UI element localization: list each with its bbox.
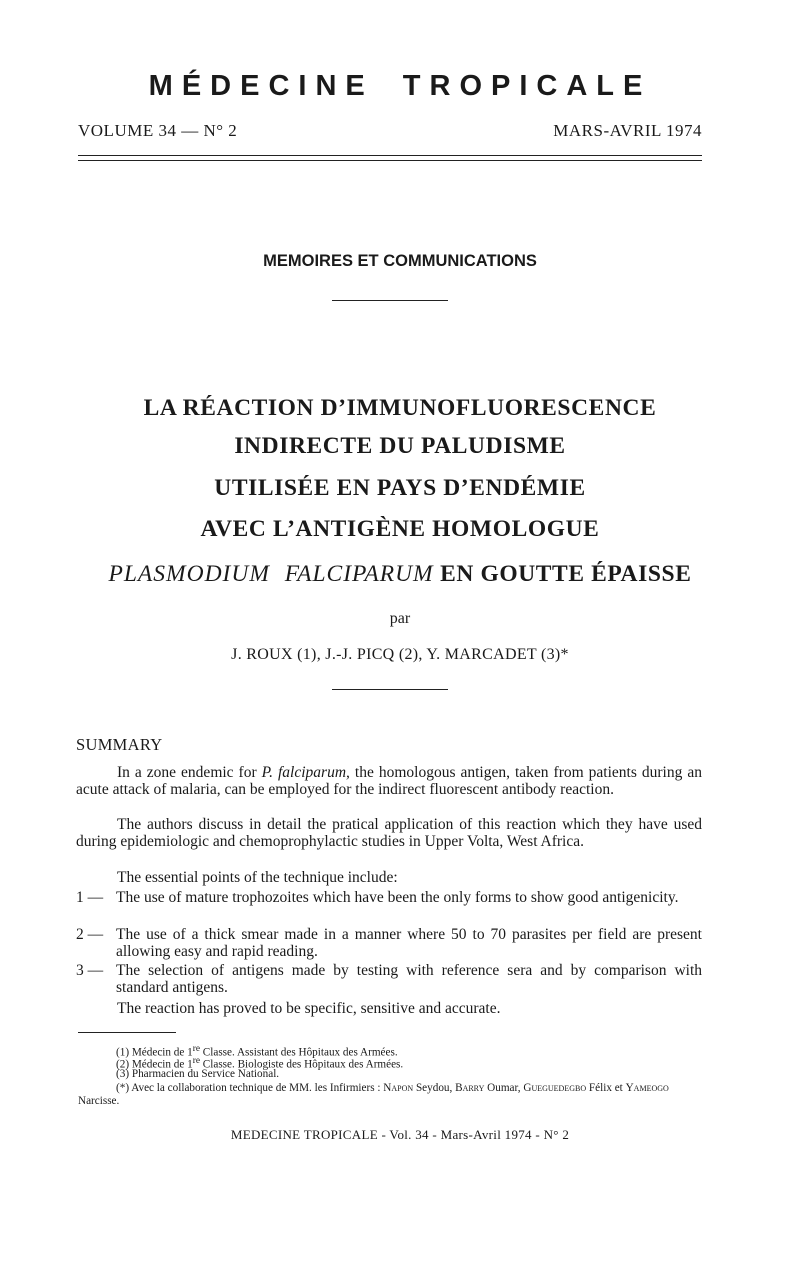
summary-p1-start: In a zone endemic for [117, 764, 262, 781]
list-item-text: The selection of antigens made by testing with reference sera and by comparison with standard antigens. [116, 962, 702, 996]
nurse-name: Napon [383, 1082, 414, 1094]
summary-paragraph-2: The authors discuss in detail the pratical application of this reaction which they have used during epidemiologic and chemoprophylactic studies in Upper Volta, West Africa. [76, 816, 702, 850]
summary-heading: SUMMARY [76, 735, 163, 754]
footnote-2-text-end: Classe. Biologiste des Hôpitaux des Armées. [199, 1058, 404, 1071]
article-title-line-3: UTILISÉE EN PAYS D’ENDÉMIE [214, 475, 586, 501]
footnote-1-text: (1) Médecin de 1 [116, 1046, 193, 1059]
footnote-4-text: Félix et [586, 1082, 626, 1094]
footnote-1-sup: re [192, 1044, 200, 1054]
nurse-name: Gueguedegbo [523, 1082, 587, 1094]
footnote-rule [78, 1032, 176, 1033]
header-rule-bottom [78, 160, 702, 161]
footnote-4 [78, 1082, 702, 1108]
authors: J. ROUX (1), J.-J. PICQ (2), Y. MARCADET (3)* [231, 646, 569, 663]
list-item-number: 1 — [76, 889, 104, 906]
summary-paragraph-1 [76, 764, 702, 798]
footnote-4-text: Seydou, [413, 1082, 456, 1094]
article-title-line-1: LA RÉACTION D’IMMUNOFLUORESCENCE [143, 395, 657, 421]
footnote-4-text: Narcisse. [78, 1095, 120, 1107]
footnote-4-text: Oumar, [484, 1082, 524, 1094]
list-item-text: The use of mature trophozoites which have been the only forms to show good antigenicity. [116, 889, 679, 906]
list-item [76, 926, 702, 960]
species-name: PLASMODIUM FALCIPARUM [108, 561, 434, 587]
footnote-2-sup: re [192, 1056, 200, 1066]
summary-p1-species: P. falciparum, [261, 764, 350, 781]
volume-number: VOLUME 34 — N° 2 [78, 121, 238, 140]
article-title-line-5 [0, 560, 800, 588]
list-item-number: 3 — [76, 962, 104, 979]
list-item-number: 2 — [76, 926, 104, 943]
article-title-line-4: AVEC L’ANTIGÈNE HOMOLOGUE [200, 516, 600, 542]
footnote-4-text: (*) Avec la collaboration technique de MM. les Infirmiers : [116, 1082, 384, 1094]
list-item-text: The use of a thick smear made in a manner where 50 to 70 parasites per field are present allowing easy and rapid reading. [116, 926, 702, 960]
list-item [76, 962, 702, 996]
summary-paragraph-3: The essential points of the technique include: [117, 869, 398, 886]
journal-title: MÉDECINE TROPICALE [148, 70, 652, 102]
list-item [76, 889, 702, 906]
title-last-rest: EN GOUTTE ÉPAISSE [440, 561, 692, 587]
section-divider [332, 300, 448, 301]
by-label: par [389, 610, 411, 627]
article-title-line-2: INDIRECTE DU PALUDISME [234, 433, 566, 459]
page-footer: MEDECINE TROPICALE - Vol. 34 - Mars-Avril 1974 - N° 2 [230, 1127, 570, 1142]
summary-p1-end: the homologous antigen, taken from patients during an acute attack of malaria, can be employed for the indirect fluorescent antibody reaction. [76, 764, 702, 798]
nurse-name: Yameogo [625, 1082, 669, 1094]
summary-paragraph-4: The reaction has proved to be specific, sensitive and accurate. [117, 1000, 501, 1017]
footnote-1-text-end: Classe. Assistant des Hôpitaux des Armées. [199, 1046, 398, 1059]
section-title: MEMOIRES ET COMMUNICATIONS [263, 252, 537, 270]
issue-date: MARS-AVRIL 1974 [553, 121, 702, 140]
footnote-2-text: (2) Médecin de 1 [116, 1058, 193, 1071]
authors-divider [332, 689, 448, 690]
nurse-name: Barry [455, 1082, 485, 1094]
footnote-3: (3) Pharmacien du Service National. [116, 1068, 280, 1080]
header-rule-top [78, 155, 702, 156]
